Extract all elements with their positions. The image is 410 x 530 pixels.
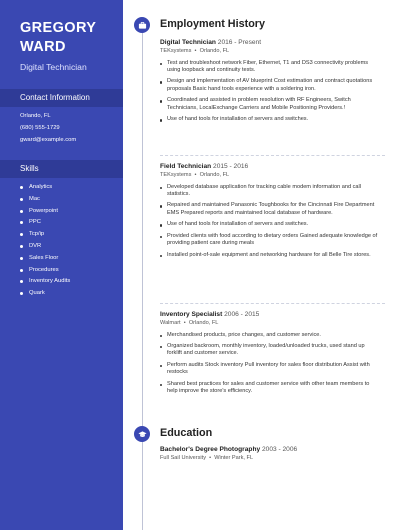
job-company: TEKsystems • Orlando, FL [160, 171, 230, 178]
degree: Bachelor's Degree Photography 2003 - 2006 [160, 446, 298, 453]
skill-item: Procedures [20, 265, 70, 277]
contact-city: Orlando, FL [20, 113, 51, 119]
timeline-line [142, 24, 143, 530]
skills-heading: Skills [0, 160, 123, 178]
employment-heading: Employment History [160, 18, 265, 30]
list-item: Use of hand tools for installation of servers and switches. [160, 116, 380, 124]
job-dates: 2015 - 2016 [213, 163, 249, 170]
skill-item: Sales Floor [20, 253, 70, 265]
list-item: Organized backroom, monthly inventory, loaded/unloaded trucks, used stand up forklift and customer service. [160, 343, 380, 358]
divider [160, 303, 385, 304]
skill-item: Inventory Audits [20, 276, 70, 288]
graduation-cap-icon [134, 426, 150, 442]
school: Full Sail University • Winter Park, FL [160, 454, 254, 461]
last-name: WARD [20, 39, 66, 55]
skill-item: Powerpoint [20, 206, 70, 218]
education-dates: 2003 - 2006 [261, 446, 298, 453]
first-name: GREGORY [20, 20, 97, 36]
sidebar [0, 0, 123, 530]
job-bullets [160, 332, 380, 397]
job-entry [160, 163, 380, 263]
list-item: Merchandised products, price changes, and customer service. [160, 332, 380, 340]
list-item: Coordinated and assisted in problem resolution with RF Engineers, Switch Technicians, LocalExchange Carriers and Mobile Positioning Providers.! [160, 97, 380, 112]
job-company: Walmart • Orlando, FL [160, 319, 219, 326]
contact-heading: Contact Information [0, 89, 123, 107]
list-item: Provided clients with food according to dietary orders Gained adequate knowledge of providing patient care during meals [160, 233, 380, 248]
skill-item: DVR [20, 241, 70, 253]
list-item: Installed point-of-sale equipment and networking hardware for all Belle Tire stores. [160, 252, 380, 260]
job-entry [160, 39, 380, 128]
job-company: TEKsystems • Orlando, FL [160, 47, 230, 54]
divider [160, 155, 385, 156]
skill-item: Tcp/ip [20, 229, 70, 241]
skill-item: Analytics [20, 182, 70, 194]
job-dates: 2016 - Present [217, 39, 262, 46]
education-entry [160, 446, 380, 461]
list-item: Perform audits Stock inventory Pull inventory for sales floor distribution Assist with restocks [160, 362, 380, 377]
job-dates: 2006 - 2015 [224, 311, 260, 318]
job-bullets [160, 60, 380, 125]
job-position: Field Technician 2015 - 2016 [160, 163, 249, 170]
job-title: Digital Technician [20, 62, 87, 72]
contact-email: gward@example.com [20, 137, 77, 143]
job-position: Digital Technician 2016 - Present [160, 39, 262, 46]
list-item: Design and implementation of AV blueprint Cost estimation and contract quotations proposals Basic hand tools experience with a soldering iron. [160, 78, 380, 93]
candidate-name [20, 19, 96, 57]
job-position: Inventory Specialist 2006 - 2015 [160, 311, 260, 318]
list-item: Shared best practices for sales and customer service with other team members to help improve the store's efficiency. [160, 381, 380, 396]
list-item: Repaired and maintained Panasonic Toughbooks for the Cincinnati Fire Department EMS Prepared reports and maintained local database of hardware. [160, 202, 380, 217]
skills-list [20, 182, 70, 300]
job-bullets [160, 184, 380, 260]
briefcase-icon [134, 17, 150, 33]
list-item: Developed database application for tracking cable modem information and call statistics. [160, 184, 380, 199]
list-item: Test and troubleshoot network Fiber, Ethernet, T1 and DS3 connectivity problems using loopback and continuity tests. [160, 60, 380, 75]
skill-item: Mac [20, 194, 70, 206]
skill-item: PPC [20, 217, 70, 229]
education-heading: Education [160, 427, 213, 439]
skill-item: Quark [20, 288, 70, 300]
job-entry [160, 311, 380, 400]
contact-phone: (680) 555-1729 [20, 125, 60, 131]
list-item: Use of hand tools for installation of servers and switches. [160, 221, 380, 229]
